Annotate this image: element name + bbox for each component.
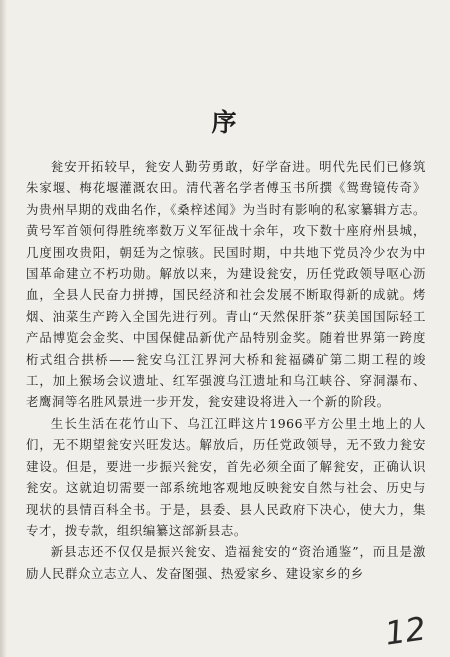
paragraph: 新县志还不仅仅是振兴瓮安、造福瓮安的“资治通鉴”，而且是激励人民群众立志立人、发奋图强、热爱家乡、建设家乡的乡 [26,544,426,581]
scan-shadow [0,0,7,657]
paragraph: 生长生活在花竹山下、乌江江畔这片1966平方公里土地上的人们，无不期望瓮安兴旺发达。解放后，历任党政领导，无不致力瓮安建设。但是，要进一步振兴瓮安，首先必须全面了解瓮安，正确认识瓮安。这就迫切需要一部系统地客观地反映瓮安自然与社会、历史与现状的县情百科全书。于是，县委、县人民政府下决心，使大力，集专才，拨专款，组织编纂这部新县志。 [26,415,426,538]
page-title: 序 [211,108,239,137]
body-text [26,156,426,584]
paragraph: 瓮安开拓较早，瓮安人勤劳勇敢，好学奋进。明代先民们已修筑朱家堰、梅花堰灌溉农田。清代著名学者傅玉书所撰《鸳鸯镜传奇》为贵州早期的戏曲名作，《桑梓述闻》为当时有影响的私家纂辑方志。黄号军首领何得胜统率数万义军征战十余年，攻下数十座府州县城，几度围攻贵阳，朝廷为之惊骇。民国时期，中共地下党员冷少农为中国革命建立不朽功勋。解放以来，为建设瓮安，历任党政领导呕心沥血，全县人民奋力拼搏，国民经济和社会发展不断取得新的成就。烤烟、油菜生产跨入全国先进行列。青山“天然保肝茶”获美国国际轻工产品博览会金奖、中国保健品新优产品特别金奖。随着世界第一跨度桁式组合拱桥——瓮安乌江江界河大桥和瓮福磷矿第二期工程的竣工，加上猴场会议遗址、红军强渡乌江遗址和乌江峡谷、穿洞瀑布、老鹰洞等名胜风景进一步开发，瓮安建设将进入一个新的阶段。 [26,159,426,410]
handwritten-page-number: 12 [382,609,429,653]
